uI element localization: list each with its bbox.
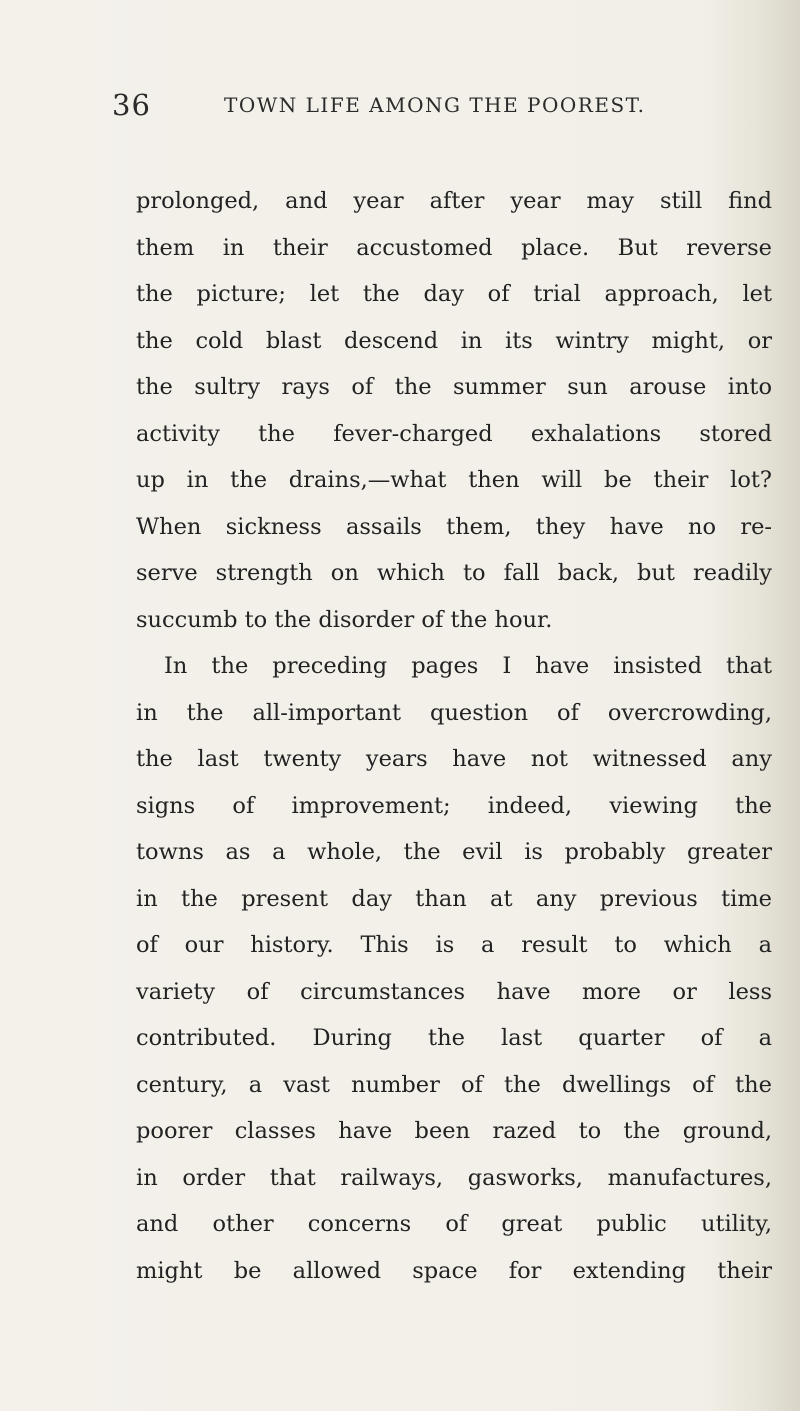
text-line: prolonged, and year after year may still find <box>136 188 772 214</box>
text-line: serve strength on which to fall back, but readily <box>136 560 772 586</box>
running-head <box>112 88 772 128</box>
body-text <box>136 178 772 1294</box>
text-line: them in their accustomed place. But reverse <box>136 234 772 261</box>
text-line: the cold blast descend in its wintry might, or <box>136 327 772 354</box>
text-line: signs of improvement; indeed, viewing the <box>136 792 772 819</box>
text-line: in the present day than at any previous time <box>136 885 772 912</box>
text-line: succumb to the disorder of the hour. <box>136 606 553 633</box>
text-line: towns as a whole, the evil is probably greater <box>136 839 772 865</box>
text-line: and other concerns of great public utility, <box>136 1211 772 1237</box>
text-line: might be allowed space for extending their <box>136 1257 772 1284</box>
text-line: up in the drains,—what then will be their lot? <box>136 467 772 493</box>
text-line: activity the fever-charged exhalations stored <box>136 420 772 447</box>
text-line: in order that railways, gasworks, manufactures, <box>136 1164 772 1191</box>
text-line: the last twenty years have not witnessed any <box>136 746 772 772</box>
text-line: poorer classes have been razed to the ground, <box>136 1118 772 1144</box>
text-line: in the all-important question of overcrowding, <box>136 699 772 726</box>
text-line: In the preceding pages I have insisted that <box>164 653 772 679</box>
text-line: of our history. This is a result to which a <box>136 932 772 958</box>
running-title: TOWN LIFE AMONG THE POOREST. <box>224 93 646 117</box>
text-line: When sickness assails them, they have no re- <box>136 513 772 540</box>
text-line: the picture; let the day of trial approach, let <box>136 281 772 307</box>
text-line: variety of circumstances have more or less <box>136 978 772 1005</box>
page-number: 36 <box>112 88 151 122</box>
text-line: contributed. During the last quarter of a <box>136 1025 772 1051</box>
text-line: the sultry rays of the summer sun arouse into <box>136 374 772 400</box>
text-line: century, a vast number of the dwellings of the <box>136 1071 772 1098</box>
